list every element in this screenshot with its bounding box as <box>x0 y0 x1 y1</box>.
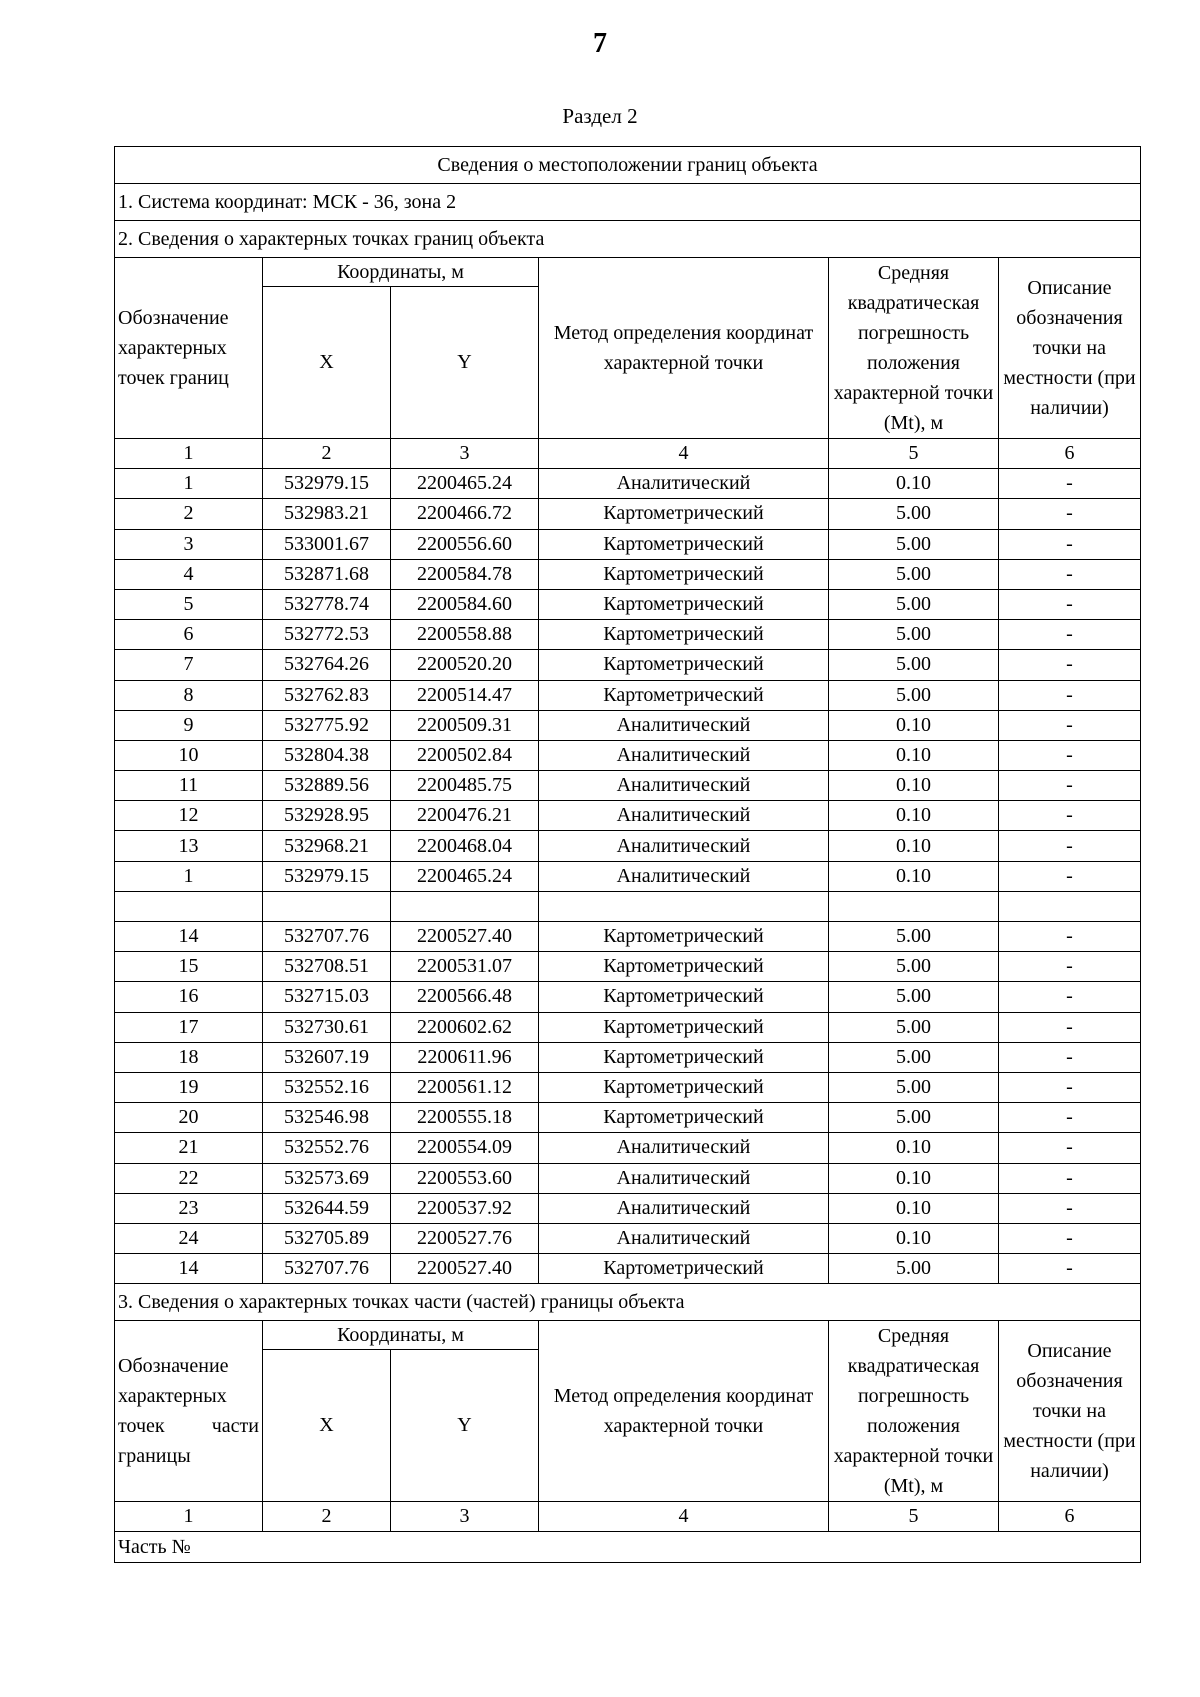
point-number-cell: 12 <box>115 801 263 831</box>
y-cell: 2200485.75 <box>391 771 539 801</box>
column-number: 3 <box>391 439 539 469</box>
x-cell: 532607.19 <box>263 1042 391 1072</box>
header-error: Средняя квадратическая погрешность положения характерной точки (Mt), м <box>829 258 999 439</box>
error-cell: 0.10 <box>829 710 999 740</box>
y-cell: 2200561.12 <box>391 1072 539 1102</box>
y-cell: 2200554.09 <box>391 1133 539 1163</box>
description-cell: - <box>999 922 1141 952</box>
y-cell: 2200556.60 <box>391 529 539 559</box>
description-cell: - <box>999 771 1141 801</box>
description-cell: - <box>999 589 1141 619</box>
description-cell: - <box>999 740 1141 770</box>
point-number-cell: 13 <box>115 831 263 861</box>
point-number-cell: 5 <box>115 589 263 619</box>
table-row <box>115 801 1141 831</box>
method-cell: Аналитический <box>539 831 829 861</box>
description-cell: - <box>999 529 1141 559</box>
table-row <box>115 1193 1141 1223</box>
header-x: X <box>263 287 391 439</box>
column-number: 1 <box>115 1502 263 1532</box>
table-row <box>115 922 1141 952</box>
y-cell: 2200553.60 <box>391 1163 539 1193</box>
table-row <box>115 1103 1141 1133</box>
y-cell: 2200509.31 <box>391 710 539 740</box>
y-cell: 2200558.88 <box>391 620 539 650</box>
description-cell: - <box>999 710 1141 740</box>
description-cell: - <box>999 650 1141 680</box>
description-cell: - <box>999 861 1141 891</box>
x-cell: 532573.69 <box>263 1163 391 1193</box>
point-number-cell: 8 <box>115 680 263 710</box>
table-row <box>115 771 1141 801</box>
description-cell: - <box>999 1072 1141 1102</box>
x-cell: 532707.76 <box>263 1254 391 1284</box>
description-cell: - <box>999 982 1141 1012</box>
x-cell: 532730.61 <box>263 1012 391 1042</box>
method-cell: Аналитический <box>539 1223 829 1253</box>
error-cell: 5.00 <box>829 620 999 650</box>
header-method-2: Метод определения координат характерной точки <box>539 1321 829 1502</box>
table-row <box>115 529 1141 559</box>
error-cell: 0.10 <box>829 861 999 891</box>
error-cell: 5.00 <box>829 529 999 559</box>
description-cell: - <box>999 952 1141 982</box>
point-number-cell: 24 <box>115 1223 263 1253</box>
error-cell: 0.10 <box>829 1163 999 1193</box>
table-row <box>115 861 1141 891</box>
point-number-cell: 23 <box>115 1193 263 1223</box>
error-cell: 5.00 <box>829 952 999 982</box>
description-cell: - <box>999 1103 1141 1133</box>
description-cell: - <box>999 801 1141 831</box>
description-cell: - <box>999 1254 1141 1284</box>
point-number-cell: 22 <box>115 1163 263 1193</box>
description-cell: - <box>999 620 1141 650</box>
method-cell: Картометрический <box>539 680 829 710</box>
y-cell: 2200527.76 <box>391 1223 539 1253</box>
table-row <box>115 740 1141 770</box>
point-number-cell: 18 <box>115 1042 263 1072</box>
section-title: Раздел 2 <box>562 104 638 128</box>
point-number-cell: 7 <box>115 650 263 680</box>
method-cell: Аналитический <box>539 469 829 499</box>
method-cell: Аналитический <box>539 740 829 770</box>
point-number-cell: 3 <box>115 529 263 559</box>
error-cell: 0.10 <box>829 831 999 861</box>
part-number-label: Часть № <box>115 1532 1141 1563</box>
method-cell: Аналитический <box>539 1193 829 1223</box>
column-numbers-row <box>115 439 1141 469</box>
x-cell: 532705.89 <box>263 1223 391 1253</box>
method-cell: Картометрический <box>539 650 829 680</box>
error-cell: 5.00 <box>829 559 999 589</box>
y-cell: 2200555.18 <box>391 1103 539 1133</box>
error-cell: 5.00 <box>829 499 999 529</box>
description-cell: - <box>999 1193 1141 1223</box>
header-method: Метод определения координат характерной точки <box>539 258 829 439</box>
column-number: 4 <box>539 1502 829 1532</box>
column-number: 6 <box>999 1502 1141 1532</box>
x-cell: 532778.74 <box>263 589 391 619</box>
method-cell: Картометрический <box>539 499 829 529</box>
table-row <box>115 982 1141 1012</box>
table-row <box>115 680 1141 710</box>
y-cell: 2200527.40 <box>391 922 539 952</box>
column-number: 3 <box>391 1502 539 1532</box>
y-cell: 2200537.92 <box>391 1193 539 1223</box>
y-cell: 2200465.24 <box>391 861 539 891</box>
table-row <box>115 1254 1141 1284</box>
point-number-cell: 9 <box>115 710 263 740</box>
column-number: 1 <box>115 439 263 469</box>
y-cell: 2200584.78 <box>391 559 539 589</box>
x-cell: 532983.21 <box>263 499 391 529</box>
x-cell: 532762.83 <box>263 680 391 710</box>
error-cell: 5.00 <box>829 922 999 952</box>
point-number-cell: 4 <box>115 559 263 589</box>
header-coordinates-2: Координаты, м <box>263 1321 539 1350</box>
point-number-cell: 17 <box>115 1012 263 1042</box>
method-cell: Аналитический <box>539 1163 829 1193</box>
error-cell: 5.00 <box>829 1042 999 1072</box>
header-error-2: Средняя квадратическая погрешность положения характерной точки (Mt), м <box>829 1321 999 1502</box>
y-cell: 2200465.24 <box>391 469 539 499</box>
error-cell: 5.00 <box>829 1254 999 1284</box>
x-cell: 532707.76 <box>263 922 391 952</box>
method-cell: Картометрический <box>539 982 829 1012</box>
method-cell: Картометрический <box>539 1072 829 1102</box>
table-row <box>115 710 1141 740</box>
method-cell: Картометрический <box>539 620 829 650</box>
header-description-2: Описание обозначения точки на местности (при наличии) <box>999 1321 1141 1502</box>
error-cell: 5.00 <box>829 680 999 710</box>
point-number-cell: 10 <box>115 740 263 770</box>
y-cell: 2200468.04 <box>391 831 539 861</box>
point-number-cell: 19 <box>115 1072 263 1102</box>
table-row <box>115 831 1141 861</box>
x-cell: 532804.38 <box>263 740 391 770</box>
y-cell: 2200602.62 <box>391 1012 539 1042</box>
description-cell: - <box>999 559 1141 589</box>
header-y: Y <box>391 287 539 439</box>
table-row <box>115 1163 1141 1193</box>
x-cell: 532979.15 <box>263 469 391 499</box>
y-cell: 2200531.07 <box>391 952 539 982</box>
x-cell: 533001.67 <box>263 529 391 559</box>
y-cell: 2200476.21 <box>391 801 539 831</box>
x-cell: 532979.15 <box>263 861 391 891</box>
point-number-cell: 1 <box>115 861 263 891</box>
error-cell: 5.00 <box>829 1072 999 1102</box>
point-number-cell: 11 <box>115 771 263 801</box>
x-cell: 532546.98 <box>263 1103 391 1133</box>
table-row <box>115 589 1141 619</box>
method-cell: Картометрический <box>539 922 829 952</box>
error-cell: 0.10 <box>829 1223 999 1253</box>
column-number: 4 <box>539 439 829 469</box>
error-cell: 5.00 <box>829 650 999 680</box>
error-cell: 0.10 <box>829 771 999 801</box>
description-cell: - <box>999 1163 1141 1193</box>
y-cell: 2200527.40 <box>391 1254 539 1284</box>
table-row <box>115 1133 1141 1163</box>
column-number: 2 <box>263 439 391 469</box>
points-heading: 2. Сведения о характерных точках границ объекта <box>115 221 1141 258</box>
point-number-cell: 1 <box>115 469 263 499</box>
method-cell: Картометрический <box>539 952 829 982</box>
description-cell: - <box>999 1012 1141 1042</box>
description-cell: - <box>999 680 1141 710</box>
error-cell: 5.00 <box>829 1012 999 1042</box>
x-cell: 532928.95 <box>263 801 391 831</box>
boundary-table <box>114 146 1141 1563</box>
y-cell: 2200520.20 <box>391 650 539 680</box>
x-cell: 532889.56 <box>263 771 391 801</box>
column-number: 5 <box>829 1502 999 1532</box>
y-cell: 2200502.84 <box>391 740 539 770</box>
method-cell: Картометрический <box>539 1103 829 1133</box>
header-y-2: Y <box>391 1350 539 1502</box>
blank-separator-row <box>115 891 1141 921</box>
x-cell: 532644.59 <box>263 1193 391 1223</box>
x-cell: 532968.21 <box>263 831 391 861</box>
description-cell: - <box>999 1223 1141 1253</box>
header-part-point-designation: Обозначение характерных точек части границы <box>115 1321 263 1502</box>
error-cell: 0.10 <box>829 740 999 770</box>
y-cell: 2200611.96 <box>391 1042 539 1072</box>
error-cell: 0.10 <box>829 469 999 499</box>
table-row <box>115 559 1141 589</box>
point-number-cell: 14 <box>115 1254 263 1284</box>
point-number-cell: 15 <box>115 952 263 982</box>
method-cell: Картометрический <box>539 559 829 589</box>
point-number-cell: 21 <box>115 1133 263 1163</box>
error-cell: 0.10 <box>829 1133 999 1163</box>
method-cell: Картометрический <box>539 1042 829 1072</box>
table-row <box>115 620 1141 650</box>
column-number: 5 <box>829 439 999 469</box>
method-cell: Картометрический <box>539 1012 829 1042</box>
column-numbers-row-2 <box>115 1502 1141 1532</box>
x-cell: 532708.51 <box>263 952 391 982</box>
description-cell: - <box>999 1133 1141 1163</box>
x-cell: 532764.26 <box>263 650 391 680</box>
y-cell: 2200514.47 <box>391 680 539 710</box>
x-cell: 532775.92 <box>263 710 391 740</box>
point-number-cell: 2 <box>115 499 263 529</box>
table-row <box>115 499 1141 529</box>
x-cell: 532552.76 <box>263 1133 391 1163</box>
header-description: Описание обозначения точки на местности (при наличии) <box>999 258 1141 439</box>
x-cell: 532552.16 <box>263 1072 391 1102</box>
method-cell: Аналитический <box>539 1133 829 1163</box>
description-cell: - <box>999 499 1141 529</box>
x-cell: 532772.53 <box>263 620 391 650</box>
method-cell: Аналитический <box>539 771 829 801</box>
error-cell: 5.00 <box>829 982 999 1012</box>
error-cell: 5.00 <box>829 1103 999 1133</box>
x-cell: 532871.68 <box>263 559 391 589</box>
error-cell: 0.10 <box>829 801 999 831</box>
method-cell: Картометрический <box>539 589 829 619</box>
x-cell: 532715.03 <box>263 982 391 1012</box>
column-number: 2 <box>263 1502 391 1532</box>
header-coordinates: Координаты, м <box>263 258 539 287</box>
method-cell: Аналитический <box>539 710 829 740</box>
table-row <box>115 1223 1141 1253</box>
y-cell: 2200584.60 <box>391 589 539 619</box>
header-x-2: X <box>263 1350 391 1502</box>
table-row <box>115 1042 1141 1072</box>
page-number: 7 <box>593 28 607 59</box>
y-cell: 2200466.72 <box>391 499 539 529</box>
header-point-designation: Обозначение характерных точек границ <box>115 258 263 439</box>
error-cell: 0.10 <box>829 1193 999 1223</box>
table-title: Сведения о местоположении границ объекта <box>115 147 1141 184</box>
error-cell: 5.00 <box>829 589 999 619</box>
point-number-cell: 14 <box>115 922 263 952</box>
column-number: 6 <box>999 439 1141 469</box>
table-row <box>115 650 1141 680</box>
method-cell: Картометрический <box>539 529 829 559</box>
coord-system: 1. Система координат: МСК - 36, зона 2 <box>115 184 1141 221</box>
table-row <box>115 1012 1141 1042</box>
table-row <box>115 1072 1141 1102</box>
description-cell: - <box>999 1042 1141 1072</box>
description-cell: - <box>999 469 1141 499</box>
point-number-cell: 20 <box>115 1103 263 1133</box>
method-cell: Картометрический <box>539 1254 829 1284</box>
table-row <box>115 469 1141 499</box>
part-heading: 3. Сведения о характерных точках части (частей) границы объекта <box>115 1284 1141 1321</box>
table-row <box>115 952 1141 982</box>
method-cell: Аналитический <box>539 801 829 831</box>
point-number-cell: 16 <box>115 982 263 1012</box>
point-number-cell: 6 <box>115 620 263 650</box>
description-cell: - <box>999 831 1141 861</box>
method-cell: Аналитический <box>539 861 829 891</box>
y-cell: 2200566.48 <box>391 982 539 1012</box>
